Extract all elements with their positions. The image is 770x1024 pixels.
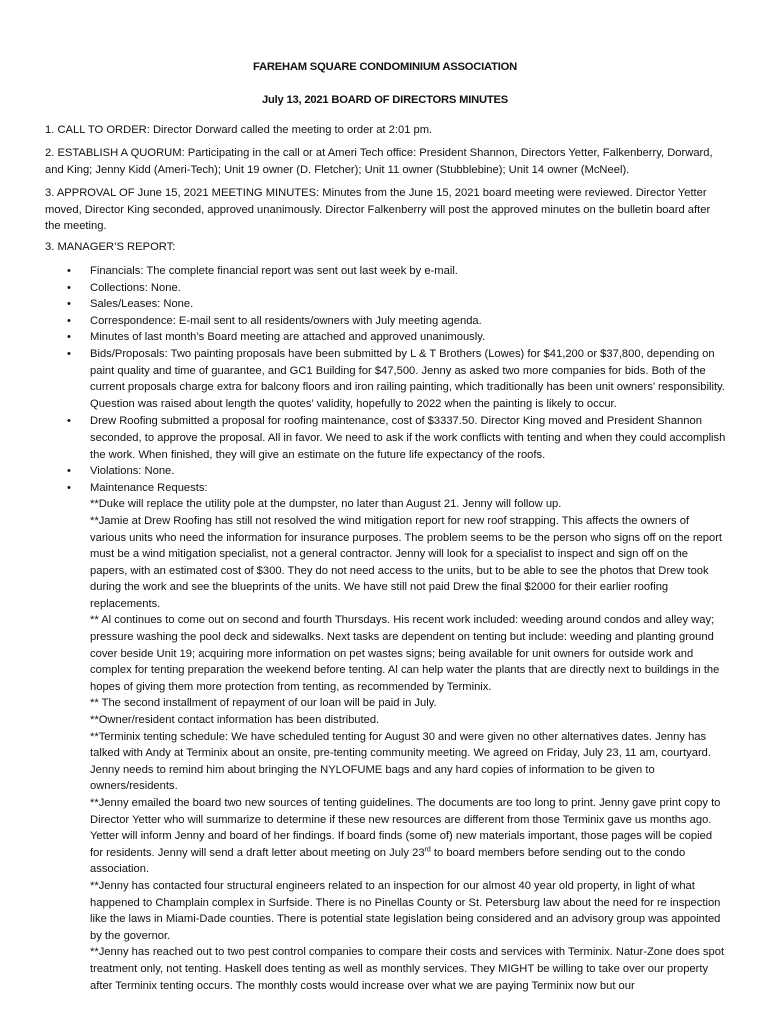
note-duke: **Duke will replace the utility pole at the dumpster, no later than August 21. Jenny will follow up. [90,498,562,511]
minutes-title: July 13, 2021 BOARD OF DIRECTORS MINUTES [261,94,509,106]
list-item-maintenance-requests [45,480,727,994]
list-item-sales-leases: • Sales/Leases: None. [45,296,727,313]
approval-minutes-paragraph: 3. APPROVAL OF June 15, 2021 MEETING MINUTES: Minutes from the June 15, 2021 board meeting were reviewed. Director Yetter moved, Director King seconded, approved unanimously. Director Falkenberry will post the approved minutes on the bulletin board after the meeting. [45,187,711,233]
note-loan: ** The second installment of repayment of our loan will be paid in July. [90,697,437,710]
list-item-minutes: • Minutes of last month’s Board meeting are attached and approved unanimously. [45,329,727,346]
note-pest-control: **Jenny has reached out to two pest control companies to compare their costs and services with Terminix. Natur-Zone does spot treatment only, not tenting. Haskell does tenting as well as monthly services. They MIGHT be willing to take over our property after Terminix tenting occurs. The monthly costs would increase over what we are paying Terminix now but our [90,946,725,992]
guidelines-text-after: to board members before sending out to the condo association. [90,846,686,876]
note-terminix-schedule: **Terminix tenting schedule: We have scheduled tenting for August 30 and were given no other alternatives dates. Jenny has talked with Andy at Terminix about an onsite, pre-tenting community meeting. We agreed on Friday, July 23, 11 am, courtyard. Jenny needs to remind him about bringing the NYLOFUME bags and any hard copies of information to be given to owners/residents. [90,730,712,793]
note-structural-engineers: **Jenny has contacted four structural engineers related to an inspection for our almost 40 year old property, in light of what happened to Champlain complex in Surfside. There is no Pinellas County or St. Petersburg law about the need for re inspection like the laws in Miami-Dade counties. There is potential state legislation being considered and an advisory group was appointed by the governor. [90,879,721,942]
note-al: ** Al continues to come out on second and fourth Thursdays. His recent work included: weeding around condos and alley way; pressure washing the pool deck and sidewalks. Next tasks are dependent on tenting but include: weeding and planting ground cover beside Unit 19; acquiring more information on pet wastes signs; being available for unit owners for outside work and complex for tenting preparation the weekend before tenting. Al can help water the plants that are directly next to buildings in the hopes of giving them more protection from tenting, as recommended by Terminix. [90,614,720,693]
maintenance-label: • Maintenance Requests: [90,481,208,494]
list-item-drew-roofing: • Drew Roofing submitted a proposal for roofing maintenance, cost of $3337.50. Director King moved and President Shannon seconded, to approve the proposal. All in favor. We need to ask if the work conflicts with tenting and when they could accomplish the work. When finished, they will give an estimate on the future life expectancy of the roofs. [45,413,727,463]
guidelines-text-before: **Jenny emailed the board two new sources of tenting guidelines. The documents are too long to print. Jenny gave print copy to Director Yetter who will summarize to determine if these new resources are different from those Terminix gave us months ago. Yetter will inform Jenny and board of her findings. If board finds (some of) new materials important, those pages will be copied for residents. Jenny will send a draft letter about meeting on July 23 [90,797,721,859]
list-item-correspondence: • Correspondence: E-mail sent to all residents/owners with July meeting agenda. [45,313,727,330]
quorum-paragraph: 2. ESTABLISH A QUORUM: Participating in the call or at Ameri Tech office: President Shannon, Directors Yetter, Falkenberry, Dorward, and King; Jenny Kidd (Ameri-Tech); Unit 19 owner (D. Fletcher); Unit 11 owner (Stubblebine); Unit 14 owner (McNeel). [45,147,713,176]
managers-report-list [45,263,727,994]
list-item-bids-proposals: • Bids/Proposals: Two painting proposals have been submitted by L & T Brothers (Lowes) for $41,200 or $37,800, depending on paint quality and time of guarantee, and GC1 Building for $47,500. Jenny as asked two more companies for bids. Both of the current proposals charge extra for balcony floors and iron railing painting, which traditionally has been unit owners’ responsibility. Question was raised about length the quotes’ validity, hopefully to 2022 when the painting is likely to occur. [45,346,727,412]
maintenance-notes [90,496,727,994]
note-jamie: **Jamie at Drew Roofing has still not resolved the wind mitigation report for new roof strapping. This affects the owners of various units who need the information for insurance purposes. The problem seems to be the person who signs off on the report must be a wind mitigation specialist, not a general contractor. Jenny will look for a specialist to inspect and sign off on the papers, with an estimated cost of $300. They do not need access to the units, but to be able to see the photos that Drew took during the work and see the blueprints of the units. We have still not paid Drew the final $2000 for their earlier roofing replacements. [90,514,723,610]
call-to-order-paragraph: 1. CALL TO ORDER: Director Dorward called the meeting to order at 2:01 pm. [45,124,433,136]
association-title: FAREHAM SQUARE CONDOMINIUM ASSOCIATION [252,61,517,73]
ordinal-suffix: rd [424,846,431,854]
list-item-violations: • Violations: None. [45,463,727,480]
list-item-collections: • Collections: None. [45,280,727,297]
note-tenting-guidelines [90,795,727,878]
list-item-financials: • Financials: The complete financial report was sent out last week by e-mail. [45,263,727,280]
note-contact-info: **Owner/resident contact information has been distributed. [90,714,380,727]
managers-report-heading: 3. MANAGER’S REPORT: [45,241,176,253]
